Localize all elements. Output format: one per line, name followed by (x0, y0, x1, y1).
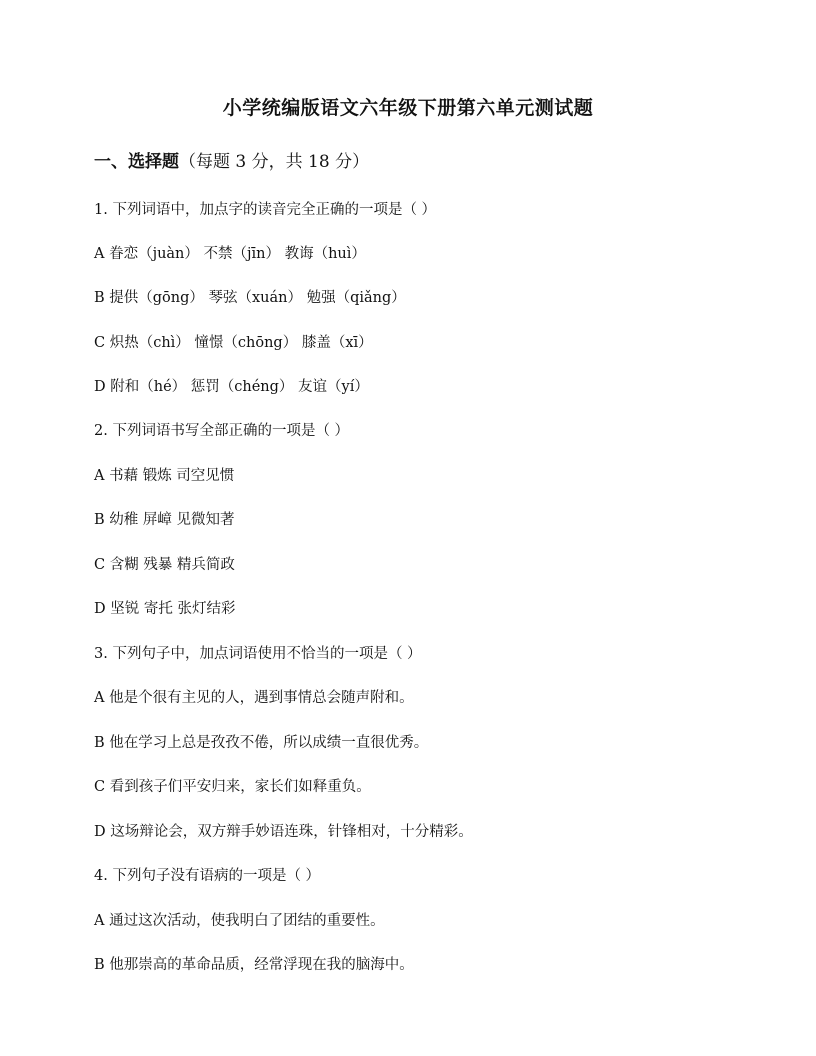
question-2-option-c: C 含糊 残暴 精兵简政 (94, 557, 235, 573)
question-3-option-b: B 他在学习上总是孜孜不倦，所以成绩一直很优秀。 (94, 735, 429, 751)
section-heading (94, 151, 369, 173)
question-1-option-a: A 眷恋（juàn） 不禁（jīn） 教诲（huì） (94, 246, 366, 262)
question-4-option-b: B 他那崇高的革命品质，经常浮现在我的脑海中。 (94, 957, 414, 973)
question-2: 2. 下列词语书写全部正确的一项是（ ） (94, 423, 350, 439)
question-3-option-d: D 这场辩论会，双方辩手妙语连珠，针锋相对，十分精彩。 (94, 824, 473, 840)
question-2-option-b: B 幼稚 屏嶂 见微知著 (94, 512, 235, 528)
question-4-option-a: A 通过这次活动，使我明白了团结的重要性。 (94, 913, 385, 929)
section-label: 一、选择题 (94, 152, 179, 172)
question-3-option-a: A 他是个很有主见的人，遇到事情总会随声附和。 (94, 690, 414, 706)
question-4: 4. 下列句子没有语病的一项是（ ） (94, 868, 321, 884)
section-note: （每题 3 分，共 18 分） (179, 152, 370, 172)
question-1-option-d: D 附和（hé） 惩罚（chéng） 友谊（yí） (94, 379, 369, 395)
question-2-option-a: A 书藉 锻炼 司空见惯 (94, 468, 235, 484)
question-2-option-d: D 坚锐 寄托 张灯结彩 (94, 601, 236, 617)
question-3: 3. 下列句子中，加点词语使用不恰当的一项是（ ） (94, 646, 422, 662)
question-3-option-c: C 看到孩子们平安归来，家长们如释重负。 (94, 779, 371, 795)
document-title: 小学统编版语文六年级下册第六单元测试题 (222, 97, 594, 119)
question-1-option-c: C 炽热（chì） 憧憬（chōng） 膝盖（xī） (94, 335, 373, 351)
question-1: 1. 下列词语中，加点字的读音完全正确的一项是（ ） (94, 202, 437, 218)
question-1-option-b: B 提供（gōng） 琴弦（xuán） 勉强（qiǎng） (94, 290, 406, 306)
